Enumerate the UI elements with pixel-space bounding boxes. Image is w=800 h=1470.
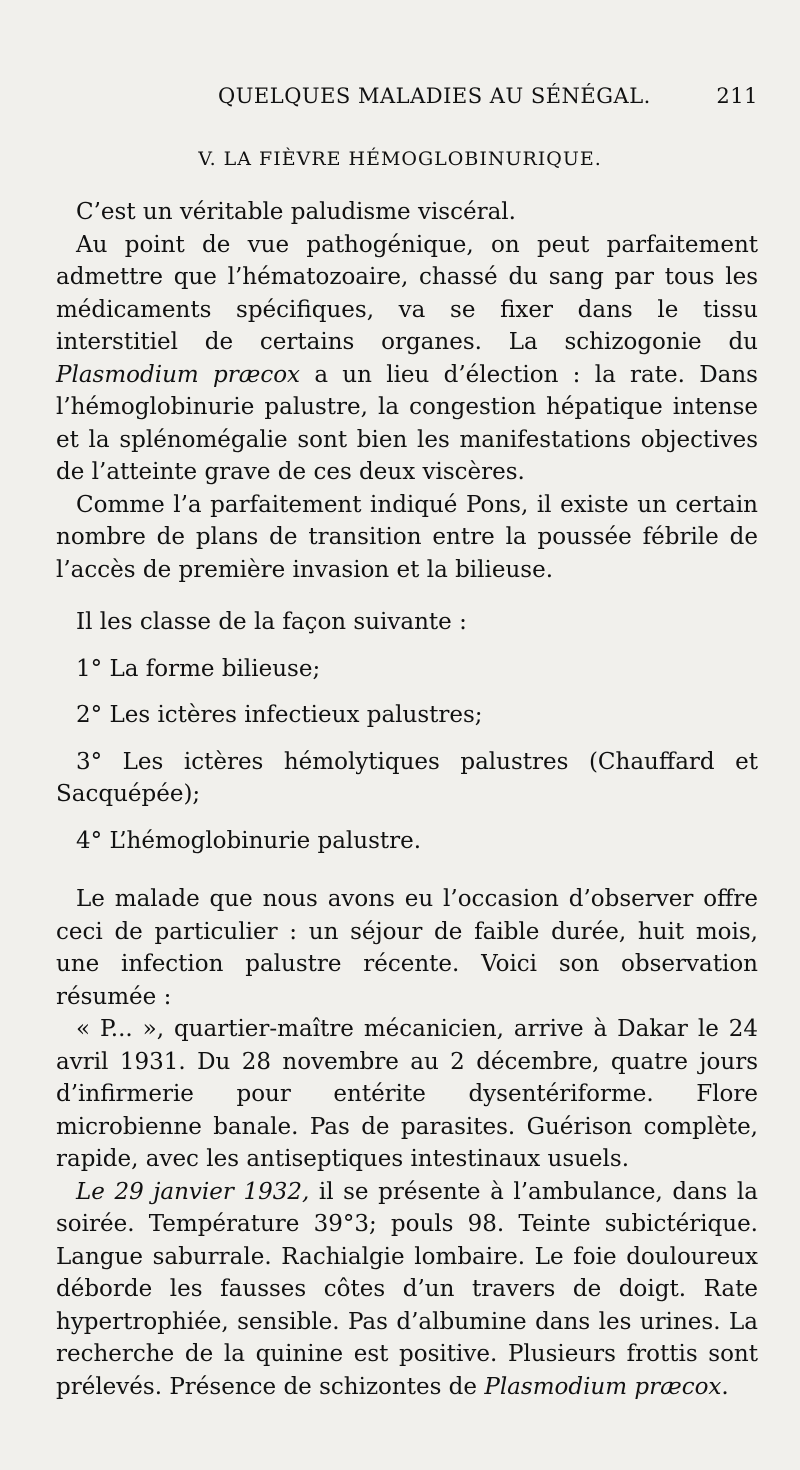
paragraph-7-text-a: il se présente à l’ambulance, dans la soirée. Température 39°3; pouls 98. Teinte subictérique. Langue saburrale. Rachialgie lombaire. Le foie douloureux déborde les fausses côtes d’un travers de doigt. Rate hypertrophiée, sensible. Pas d’albumine dans les urines. La recherche de la quinine est positive. Plusieurs frottis sont prélevés. Présence de schizontes de [56, 1178, 758, 1400]
page-number: 211 [716, 84, 758, 108]
list-item: 4° L’hémoglobinurie palustre. [76, 827, 422, 854]
paragraph-3-text: Comme l’a parfaitement indiqué Pons, il existe un certain nombre de plans de transition entre la poussée fébrile de l’accès de première invasion et la bilieuse. [56, 491, 758, 583]
paragraph-1 [56, 196, 758, 229]
observation-date: Le 29 janvier 1932, [76, 1178, 310, 1205]
paragraph-2 [56, 229, 758, 489]
list-item: 3° Les ictères hémolytiques palustres (Chauffard et Sacquépée); [56, 748, 758, 807]
paragraph-3 [56, 489, 758, 587]
paragraph-2-text-b: a un lieu d’élection : la rate. Dans l’hémoglobinurie palustre, la congestion hépatique intense et la splénomégalie sont bien les manifestations objectives de l’atteinte grave de ces deux viscères. [56, 361, 758, 485]
list-item: 2° Les ictères infectieux palustres; [76, 702, 483, 728]
species-name: Plasmodium præcox [56, 361, 301, 388]
body-text [56, 196, 758, 1403]
paragraph-5 [56, 883, 758, 1013]
species-name: Plasmodium præcox [484, 1373, 722, 1400]
paragraph-2-text-a: Au point de vue pathogénique, on peut parfaitement admettre que l’hématozoaire, chassé du sang par tous les médicaments spécifiques, va se fixer dans le tissu interstitiel de certains organes. La schizogonie du [56, 231, 758, 355]
paragraph-5-text: Le malade que nous avons eu l’occasion d’observer offre ceci de particulier : un séjour de faible durée, huit mois, une infection palustre récente. Voici son observation résumée : [56, 886, 758, 1010]
paragraph-6 [56, 1013, 758, 1176]
paragraph-7 [56, 1176, 758, 1404]
list-item: 1° La forme bilieuse; [76, 655, 321, 682]
paragraph-6-text: « P... », quartier-maître mécanicien, arrive à Dakar le 24 avril 1931. Du 28 novembre au 2 décembre, quatre jours d’infirmerie pour entérite dysentériforme. Flore microbienne banale. Pas de parasites. Guérison complète, rapide, avec les antiseptiques intestinaux usuels. [56, 1016, 758, 1172]
paragraph-7-text-b: . [721, 1373, 729, 1400]
section-title: V. LA FIÈVRE HÉMOGLOBINURIQUE. [198, 148, 602, 170]
paragraph-4-text: Il les classe de la façon suivante : [76, 609, 467, 635]
running-title: QUELQUES MALADIES AU SÉNÉGAL. [218, 84, 651, 108]
paragraph-4 [56, 606, 758, 639]
paragraph-1-text: C’est un véritable paludisme viscéral. [76, 199, 516, 225]
